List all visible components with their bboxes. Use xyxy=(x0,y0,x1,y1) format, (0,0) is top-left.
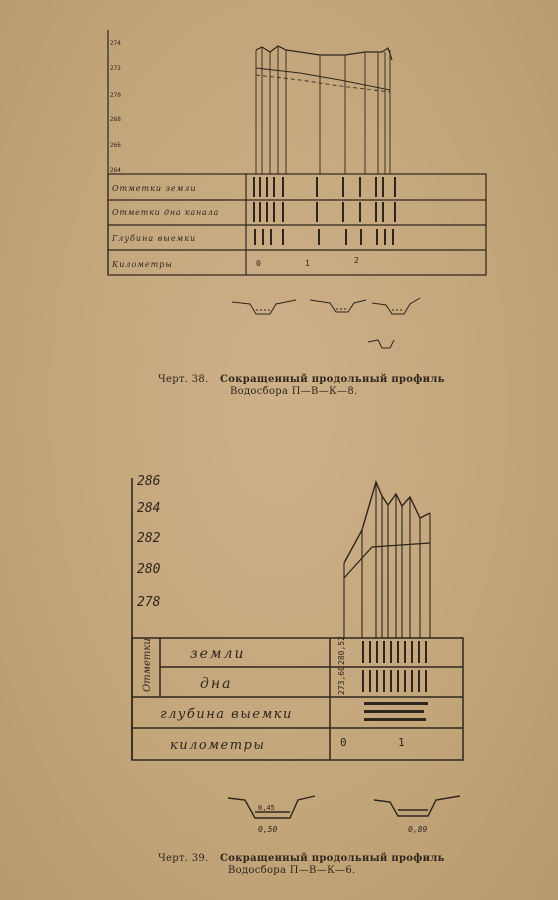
fig38-ytick: 274 xyxy=(110,40,121,47)
fig38-ytick: 272 xyxy=(110,65,121,72)
fig39-row-label: глубина выемки xyxy=(160,707,293,722)
fig39-section-label: 0,45 xyxy=(258,804,275,812)
fig39-ytick: 280 xyxy=(137,562,161,577)
fig39-row-label: километры xyxy=(170,738,266,753)
fig38-row-label: Отметки дна канала xyxy=(112,208,220,217)
fig38-caption-title: Сокращенный продольный профиль xyxy=(220,374,445,385)
fig39-ytick: 282 xyxy=(137,531,161,546)
fig39-km-label: 1 xyxy=(398,736,405,749)
fig39-km-label: 0 xyxy=(340,736,347,749)
fig39-caption-title: Сокращенный продольный профиль xyxy=(220,853,445,864)
fig39-caption-sub: Водосбора П—В—К—6. xyxy=(228,865,356,876)
fig38-dashed-line xyxy=(256,75,390,92)
fig38-ytick: 264 xyxy=(110,167,121,174)
fig38-km-label: 1 xyxy=(305,259,310,268)
fig38-caption-sub: Водосбора П—В—К—8. xyxy=(230,386,358,397)
fig39-section-label: 0,89 xyxy=(408,825,428,834)
fig38-cross-sections xyxy=(232,298,420,348)
fig39-section-label: 0,50 xyxy=(258,825,278,834)
fig38-cell-marks xyxy=(253,177,396,245)
fig39-caption-prefix: Черт. 39. xyxy=(158,853,209,864)
fig38-row-label: Километры xyxy=(112,260,173,269)
fig38-ytick: 268 xyxy=(110,116,121,123)
fig38-verticals xyxy=(256,46,390,174)
fig38-ytick: 266 xyxy=(110,142,121,149)
fig39-first-value: 280,52 xyxy=(337,636,346,665)
fig38-row-label: Глубина выемки xyxy=(112,234,197,243)
fig39-caption xyxy=(158,853,445,877)
fig39-verticals xyxy=(344,482,430,638)
fig39-row-label: земли xyxy=(190,646,246,662)
fig39-ytick: 278 xyxy=(137,595,161,610)
fig39-canal-line xyxy=(344,543,430,578)
fig38-km-label: 0 xyxy=(256,259,261,268)
fig38-km-label: 2 xyxy=(354,256,359,265)
fig38-ytick: 270 xyxy=(110,92,121,99)
fig38-canal-line xyxy=(256,68,390,90)
fig38-row-label: Отметки земли xyxy=(112,184,197,193)
fig38-ground-line xyxy=(256,46,392,60)
fig39-ytick: 284 xyxy=(137,501,161,516)
fig39-ground-line xyxy=(344,482,430,563)
fig39-group-label: Отметки xyxy=(142,638,153,692)
fig38-caption xyxy=(158,374,445,398)
fig39-first-value: 273,60 xyxy=(337,666,346,695)
fig38-caption-prefix: Черт. 38. xyxy=(158,374,209,385)
fig39-cell-marks xyxy=(362,641,428,721)
fig39-row-label: дна xyxy=(200,676,233,692)
fig39-ytick: 286 xyxy=(137,474,161,489)
